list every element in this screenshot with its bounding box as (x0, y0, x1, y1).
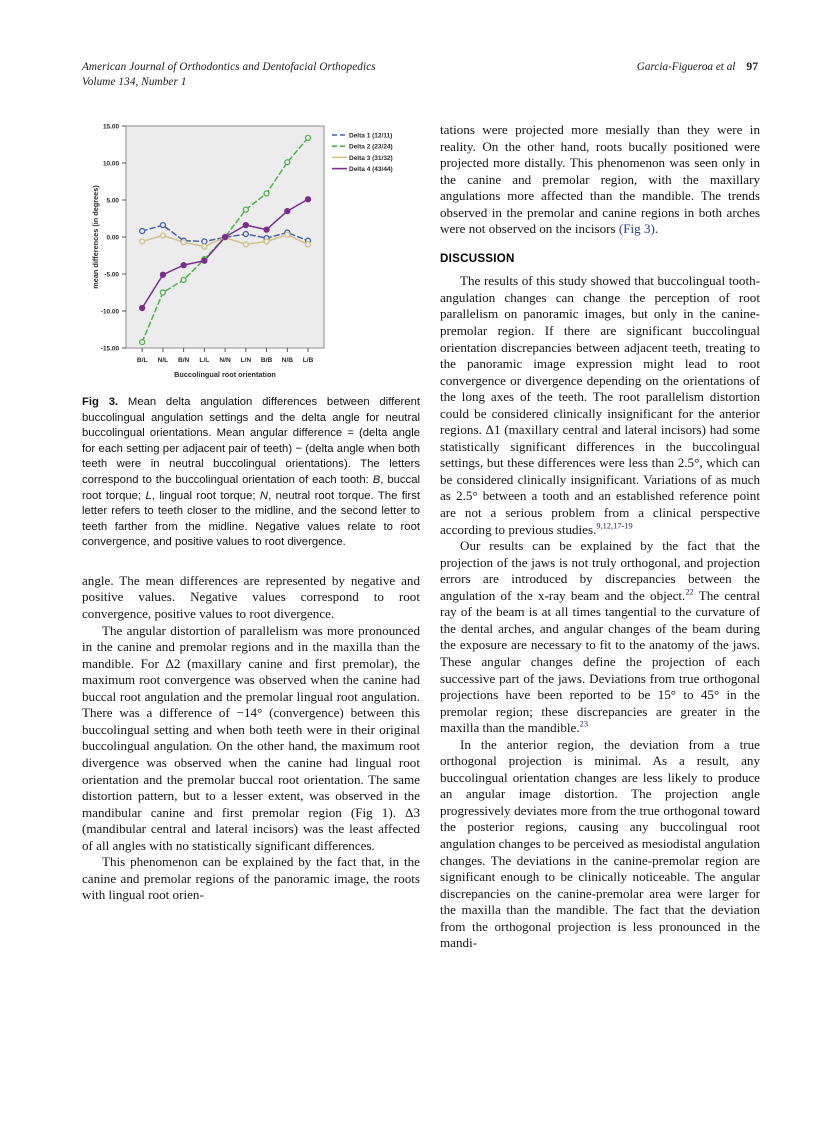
series-data-point (264, 191, 269, 196)
x-tick-label: L/B (302, 357, 314, 364)
chart-container (82, 118, 420, 383)
paragraph-left-2: The angular distortion of parallelism was more pronounced in the canine and premolar regions and in the maxilla than the mandible. For Δ2 (maxillary canine and first premolar), the maximum root convergence was observed when the canine had buccal root angulation and the premolar lingual root angulation. There was a difference of −14° (convergence) between this buccolingual setting and when both teeth were in their original buccolingual angulation. On the other hand, the maximum root divergence was observed when the canine had lingual root orientation and the premolar buccal root orientation. The same distortion pattern, but to a lesser extent, was observed in the mandibular canine and first premolar region (Fig 1). Δ3 (mandibular central and lateral incisors) was the least affected of all angles with no statistically significant differences. (82, 622, 420, 853)
series-data-point (181, 277, 186, 282)
y-tick-label: -15.00 (100, 345, 119, 353)
paragraph-right-4: In the anterior region, the deviation from a true orthogonal projection is minimal. As a result, any buccolingual orientation changes are less likely to produce an angular image distortion. The projection angle progressively deviates more from the true orthogonal toward the posterior regions, causing any buccolingual root angulation changes to be perceived as mesiodistal angulation changes. The deviations in the canine-premolar region are significant enough to be clinically noticeable. The angular discrepancies on the canine-premolar area were larger for the maxilla than the mandible. The fact that the deviation from the orthogonal projection is less pronounced in the mandi- (440, 736, 760, 951)
series-data-point (202, 244, 207, 249)
y-tick-label: -5.00 (104, 271, 119, 279)
paragraph-right-3 (440, 538, 760, 737)
series-data-point (140, 306, 145, 311)
right-column (440, 122, 760, 952)
series-data-point (160, 272, 165, 277)
series-data-point (285, 209, 290, 214)
x-tick-label: N/B (281, 357, 293, 364)
right-column-body (440, 122, 760, 952)
legend-label: Delta 1 (12/11) (349, 132, 393, 140)
series-data-point (306, 135, 311, 140)
y-tick-label: 10.00 (103, 160, 119, 168)
series-data-point (243, 223, 248, 228)
running-head-left (82, 60, 376, 89)
paragraph-left-1: angle. The mean differences are represented by negative and positive values. Negative values correspond to root convergence, positive values to root divergence. (82, 572, 420, 622)
series-data-point (140, 340, 145, 345)
paragraph-right-3-text-b: The central ray of the beam is at all times tangential to the curvature of the dental arches, and angular changes of the beam during the exposure are necessary to fit to the anatomy of the jaws. These angular changes define the projection of each successive part of the jaws. Deviations from true orthogonal projections have been reported to be 15° to 45° in the premolar region; these discrepancies are greater in the maxilla than the mandible. (440, 587, 760, 736)
figure-crossref-fig3[interactable]: (Fig 3) (618, 221, 655, 237)
figure-caption (82, 395, 420, 551)
figure-caption-part3: , lingual root torque; (151, 489, 260, 502)
page-number: 97 (746, 60, 758, 73)
series-data-point (243, 232, 248, 237)
y-axis-ticks (101, 124, 126, 353)
citation-ref-9-12-17-19[interactable]: 9,12,17-19 (596, 521, 633, 531)
legend-label: Delta 2 (23/24) (349, 143, 393, 151)
series-data-point (181, 263, 186, 268)
paragraph-left-3: This phenomenon can be explained by the fact that, in the canine and premolar regions of the panoramic image, the roots with lingual root orien- (82, 854, 420, 903)
running-head (82, 60, 758, 89)
figure-label: Fig 3. (82, 396, 119, 408)
y-tick-label: -10.00 (100, 308, 119, 316)
figure-caption-part4: , neutral root torque. The first letter refers to teeth closer to the midline, and the second letter to teeth farther from the midline. Negative values relate to root convergence, and positive values to root divergence. (82, 489, 420, 549)
x-axis-title: Buccolingual root orientation (174, 370, 276, 379)
line-chart (82, 118, 420, 383)
series-data-point (160, 223, 165, 228)
author-names: Garcia-Figueroa et al (636, 61, 736, 73)
left-column (82, 118, 420, 904)
y-tick-label: 0.00 (106, 234, 119, 242)
citation-ref-22[interactable]: 22 (685, 587, 694, 597)
paragraph-right-3-text-a: Our results can be explained by the fact that the projection of the jaws is not truly orthogonal, and projection errors are introduced by discrepancies between the angulation of the x-ray beam and the object. (440, 538, 760, 603)
section-heading-discussion: DISCUSSION (440, 251, 515, 265)
series-data-point (202, 239, 207, 244)
series-data-point (223, 235, 228, 240)
series-data-point (202, 258, 207, 263)
paragraph-right-1-text: tations were projected more mesially than they were in reality. On the other hand, roots bucally positioned were projected more distally. This phenomenon was seen only in the canine and premolar region, with the maxillary angulations more affected than the mandible. The trends observed in the premolar and canine regions in both arches were not observed on the incisors (440, 122, 760, 237)
figure-caption-italic-b: B (372, 473, 381, 486)
series-data-point (160, 233, 165, 238)
x-tick-label: N/N (219, 357, 231, 364)
figure-caption-part1: Mean delta angulation differences between different buccolingual angulation settings and the delta angle for neutral buccolingual orientations. Mean angular difference = (delta angle for each setting per adjacent pair of teeth) − (delta angle when both teeth were in neutral buccolingual orientations). The letters correspond to the buccolingual orientation of each tooth: (82, 396, 421, 486)
series-data-point (306, 242, 311, 247)
x-tick-label: N/L (157, 357, 169, 364)
paragraph-right-2 (440, 273, 760, 538)
series-data-point (306, 197, 311, 202)
chart-legend (332, 132, 393, 173)
series-data-point (285, 160, 290, 165)
paragraph-right-1-end: . (654, 221, 659, 237)
x-tick-label: L/N (240, 357, 252, 364)
running-head-right (637, 60, 758, 73)
series-data-point (140, 229, 145, 234)
volume-issue: Volume 134, Number 1 (82, 75, 187, 88)
x-tick-label: L/L (199, 357, 210, 364)
series-data-point (243, 242, 248, 247)
series-data-point (160, 290, 165, 295)
series-data-point (140, 239, 145, 244)
left-column-body (82, 573, 420, 904)
x-tick-label: B/N (177, 357, 190, 364)
y-tick-label: 15.00 (103, 123, 119, 131)
series-data-point (243, 207, 248, 212)
figure-3 (82, 118, 420, 551)
series-data-point (285, 232, 290, 237)
figure-caption-part2: , buccal root torque; (82, 473, 420, 502)
paragraph-right-1 (440, 122, 760, 238)
paragraph-right-2-text: The results of this study showed that buccolingual tooth-angulation changes can change the perception of root parallelism on panoramic images, but only in the canine-premolar region. If there are significant buccolingual orientation discrepancies between adjacent teeth, treating to the panoramic image expression might lead to root convergence or divergence depending on the orientations of the long axes of the teeth. The root parallelism distortion could be considered clinically insignificant for the anterior regions. Δ1 (maxillary central and lateral incisors) had some statistically significant differences in the buccolingual settings, but these differences were less than 2.5°, which can be considered clinically insignificant. Variations of as much as 2.5° between a tooth and an established reference point are not a serious problem from a clinical perspective according to previous studies. (440, 273, 760, 537)
figure-caption-italic-n: N (259, 489, 269, 502)
legend-label: Delta 4 (43/44) (349, 166, 393, 173)
y-axis-title: mean differences (in degrees) (91, 185, 100, 289)
series-data-point (264, 239, 269, 244)
series-data-point (264, 227, 269, 232)
citation-ref-23[interactable]: 23 (579, 719, 589, 729)
journal-title: American Journal of Orthodontics and Dentofacial Orthopedics (82, 61, 376, 73)
x-axis-ticks (137, 348, 314, 364)
series-data-point (181, 240, 186, 245)
figure-caption-italic-l: L (145, 489, 152, 502)
x-tick-label: B/B (260, 357, 273, 364)
legend-label: Delta 3 (31/32) (349, 154, 393, 162)
x-tick-label: B/L (136, 357, 148, 364)
y-tick-label: 5.00 (106, 197, 119, 205)
